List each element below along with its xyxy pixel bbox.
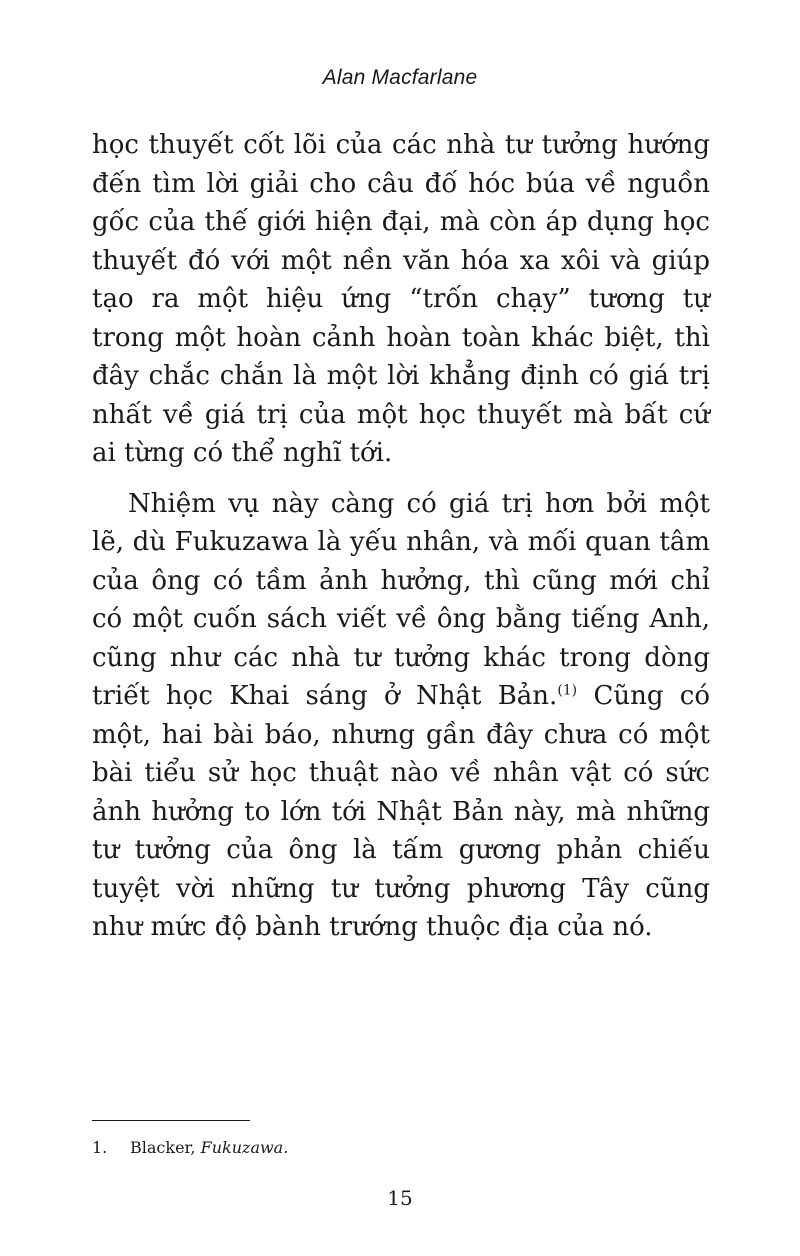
footnote-author: Blacker, — [130, 1138, 196, 1157]
footnote-reference-1: (1) — [557, 682, 578, 699]
paragraph-2 — [92, 485, 710, 947]
footnote-title: Fukuzawa. — [200, 1138, 289, 1157]
footnote-number: 1. — [92, 1138, 108, 1157]
body-text — [92, 126, 710, 947]
page-number: 15 — [387, 1186, 413, 1210]
footnote-1 — [92, 1138, 288, 1157]
footnote-divider — [92, 1120, 250, 1121]
paragraph-2-part-1: Nhiệm vụ này càng có giá trị hơn bởi một lẽ, dù Fukuzawa là yếu nhân, và mối quan tâm của ông có tầm ảnh hưởng, thì cũng mới chỉ có một cuốn sách viết về ông bằng tiếng Anh, cũng như các nhà tư tưởng khác trong dòng triết học Khai sáng ở Nhật Bản. — [92, 488, 710, 711]
running-header: Alan Macfarlane — [322, 66, 478, 89]
paragraph-1: học thuyết cốt lõi của các nhà tư tưởng hướng đến tìm lời giải cho câu đố hóc búa về nguồn gốc của thế giới hiện đại, mà còn áp dụng học thuyết đó với một nền văn hóa xa xôi và giúp tạo ra một hiệu ứng “trốn chạy” tương tự trong một hoàn cảnh hoàn toàn khác biệt, thì đây chắc chắn là một lời khẳng định có giá trị nhất về giá trị của một học thuyết mà bất cứ ai từng có thể nghĩ tới. — [92, 130, 710, 468]
paragraph-2-part-2: Cũng có một, hai bài báo, nhưng gần đây chưa có một bài tiểu sử học thuật nào về nhân vật có sức ảnh hưởng to lớn tới Nhật Bản này, mà những tư tưởng của ông là tấm gương phản chiếu tuyệt vời những tư tưởng phương Tây cũng như mức độ bành trướng thuộc địa của nó. — [92, 681, 710, 942]
